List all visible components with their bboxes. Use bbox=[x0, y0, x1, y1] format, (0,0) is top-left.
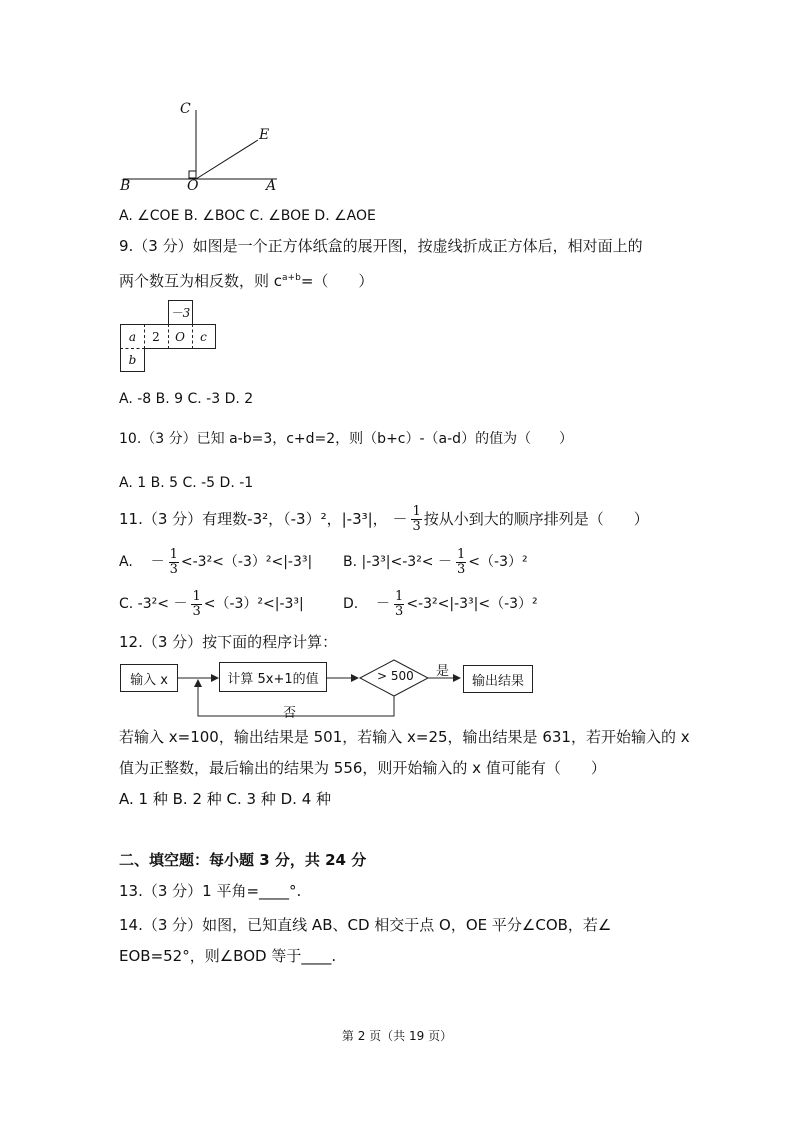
opt-a-fraction bbox=[169, 548, 179, 577]
q11-post: 按从小到大的顺序排列是（ ） bbox=[423, 510, 649, 528]
frac-den: 3 bbox=[169, 561, 178, 577]
q11-option-b bbox=[343, 547, 528, 577]
frac-den: 3 bbox=[395, 603, 404, 619]
net-cell-2: 2 bbox=[144, 324, 169, 349]
flow-output-text: 输出结果 bbox=[471, 673, 524, 689]
net-cell-c: c bbox=[192, 324, 216, 349]
label-a: A bbox=[266, 178, 277, 194]
frac-num: 1 bbox=[457, 546, 466, 562]
flow-cond-text: > 500 bbox=[377, 669, 414, 683]
q11-option-d bbox=[343, 589, 538, 619]
label-o: O bbox=[187, 178, 199, 194]
net-cell-a: a bbox=[120, 324, 145, 349]
q13: 13.（3 分）1 平角=____°. bbox=[119, 882, 302, 900]
flow-compute-box bbox=[219, 662, 327, 692]
net-cell-top: －3 bbox=[168, 300, 193, 325]
q12-title: 12.（3 分）按下面的程序计算： bbox=[119, 633, 338, 651]
opt-d-minus: － bbox=[376, 596, 391, 612]
q9-line2-pre: 两个数互为相反数，则 c bbox=[119, 272, 283, 290]
opt-d-post: <-3²<|-3³|<（-3）² bbox=[406, 596, 538, 612]
label-c: C bbox=[180, 101, 191, 117]
q8-angle-figure bbox=[115, 98, 285, 198]
q9-line2-post: =（ ） bbox=[300, 272, 374, 290]
frac-den: 3 bbox=[192, 603, 201, 619]
q14-line2: EOB=52°，则∠BOD 等于____. bbox=[119, 947, 337, 965]
frac-num: 1 bbox=[412, 504, 421, 519]
opt-c-pre: C. -3²< bbox=[119, 596, 169, 612]
opt-d-fraction bbox=[394, 590, 404, 619]
q11-option-a bbox=[119, 547, 312, 577]
q11-minus: － bbox=[392, 510, 408, 528]
frac-num: 1 bbox=[395, 588, 404, 604]
net-cell-o: O bbox=[168, 324, 193, 349]
flow-compute-text: 计算 5x+1的值 bbox=[227, 671, 319, 687]
opt-d-label: D. bbox=[343, 596, 359, 612]
frac-den: 3 bbox=[457, 561, 466, 577]
label-b: B bbox=[120, 178, 131, 194]
opt-a-rest: <-3²<（-3）²<|-3³| bbox=[180, 554, 313, 570]
opt-c-post: <（-3）²<|-3³| bbox=[203, 596, 304, 612]
opt-c-minus: － bbox=[173, 596, 188, 612]
q11-fraction bbox=[411, 505, 421, 534]
opt-b-pre: B. |-3³|<-3²< bbox=[343, 554, 434, 570]
frac-num: 1 bbox=[169, 546, 178, 562]
q11-pre: 11.（3 分）有理数-3²，（-3）²，|-3³|， bbox=[119, 510, 388, 528]
opt-c-fraction bbox=[191, 590, 201, 619]
q10-stem: 10.（3 分）已知 a-b=3，c+d=2，则（b+c）-（a-d）的值为（ ） bbox=[119, 431, 574, 447]
flow-input-text: 输入 x bbox=[130, 672, 168, 688]
q12-line1: 若输入 x=100，输出结果是 501，若输入 x=25，输出结果是 631，若开始输入的 x bbox=[119, 728, 690, 746]
q9-line1: 9.（3 分）如图是一个正方体纸盒的展开图，按虚线折成正方体后，相对面上的 bbox=[119, 237, 643, 255]
flow-input-box bbox=[120, 664, 178, 692]
frac-den: 3 bbox=[412, 519, 421, 534]
flow-no-label: 否 bbox=[283, 706, 297, 721]
page-footer: 第 2 页（共 19 页） bbox=[341, 1029, 453, 1043]
q8-options: A. ∠COE B. ∠BOC C. ∠BOE D. ∠AOE bbox=[119, 208, 376, 224]
q9-options: A. -8 B. 9 C. -3 D. 2 bbox=[119, 391, 254, 407]
q11-option-c bbox=[119, 589, 304, 619]
opt-a-label: A. bbox=[119, 554, 133, 570]
opt-b-fraction bbox=[456, 548, 466, 577]
q12-line2: 值为正整数，最后输出的结果为 556，则开始输入的 x 值可能有（ ） bbox=[119, 759, 606, 777]
right-angle-mark bbox=[189, 171, 196, 178]
flow-yes-label: 是 bbox=[436, 664, 450, 679]
label-e: E bbox=[259, 127, 270, 143]
q9-exponent: a+b bbox=[282, 273, 301, 283]
flow-output-box bbox=[463, 665, 533, 693]
opt-a-minus: － bbox=[150, 554, 165, 570]
opt-b-minus: － bbox=[438, 554, 452, 570]
q10-options: A. 1 B. 5 C. -5 D. -1 bbox=[119, 475, 254, 491]
q14-line1: 14.（3 分）如图，已知直线 AB、CD 相交于点 O，OE 平分∠COB，若∠ bbox=[119, 916, 612, 934]
ray-oe bbox=[196, 140, 258, 179]
frac-num: 1 bbox=[192, 588, 201, 604]
net-cell-b: b bbox=[120, 348, 145, 372]
opt-b-post: <（-3）² bbox=[468, 554, 528, 570]
q11-stem bbox=[119, 504, 649, 534]
q12-options: A. 1 种 B. 2 种 C. 3 种 D. 4 种 bbox=[119, 790, 332, 808]
q9-line2 bbox=[119, 268, 373, 291]
section-heading: 二、填空题：每小题 3 分，共 24 分 bbox=[119, 851, 367, 869]
